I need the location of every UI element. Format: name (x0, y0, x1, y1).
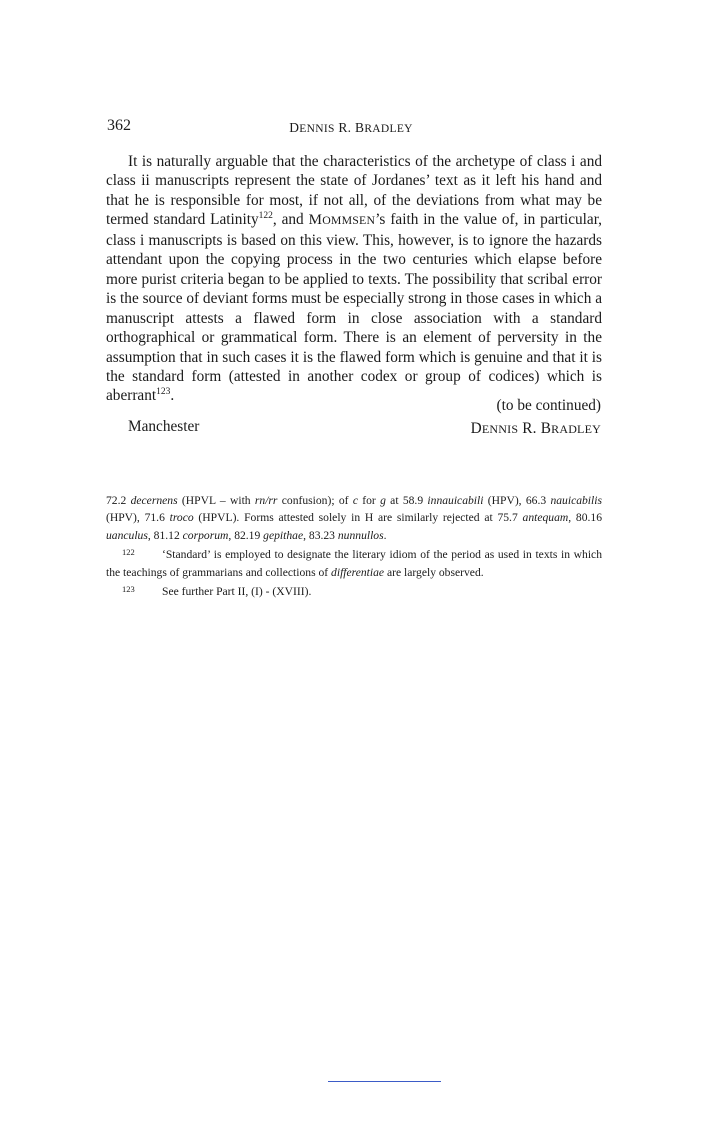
body-paragraph: It is naturally arguable that the characteristics of the archetype of class i and class ii manuscripts represent the state of Jordanes’ text as it left his hand and that he is responsible for most, if not all, of the deviations from what may be termed standard Latinity$^{122}$, and MOMMSEN’s faith in the value of, in particular, class i manuscripts is based on this view. This, however, is to ignore the hazards attendant upon the copying process in the two centuries which elapse before more purist criteria began to be applied to texts. The possibility that scribal error is the source of deviant forms must be especially strong in those cases in which a manuscript attests a flawed form in close association with a standard orthographical or grammatical form. There is an element of perversity in the assumption that in such cases it is the flawed form which is genuine and that it is the standard form (attested in another codex or group of codices) which is aberrant$^{123}$. (106, 153, 602, 405)
bottom-rule (328, 1081, 441, 1082)
footnote-continuation: 72.2 decernens (HPVL – with rn/rr confusion); of c for g at 58.9 innauicabili (HPV), 66.3 nauicabilis (HPV), 71.6 troco (HPVL). Forms attested solely in H are similarly rejected at 75.7 antequam, 80.16 uanculus, 81.12 corporum, 82.19 gepithae, 83.23 nunnullos. (106, 494, 602, 542)
footnote-ref-122: 122 (258, 211, 273, 222)
author-signature: DENNIS R. BRADLEY (470, 420, 601, 437)
to-be-continued: (to be continued) (496, 397, 601, 414)
footnote-123: 123 See further Part II, (I) - (XVIII). (106, 581, 602, 600)
mommsen-name: MOMMSEN (308, 212, 376, 229)
place-name: Manchester (128, 418, 200, 435)
footnotes (106, 492, 602, 600)
footnote-122: 122 ‘Standard’ is employed to designate the literary idiom of the period as used in texts in which the teachings of grammarians and collections of differentiae are largely observed. (106, 544, 602, 581)
page-number: 362 (107, 117, 131, 134)
footnote-number: 122 (122, 547, 135, 558)
footnote-ref-123: 123 (156, 387, 171, 398)
footnote-number: 123 (122, 584, 135, 595)
running-head: DENNIS R. BRADLEY (289, 120, 413, 135)
